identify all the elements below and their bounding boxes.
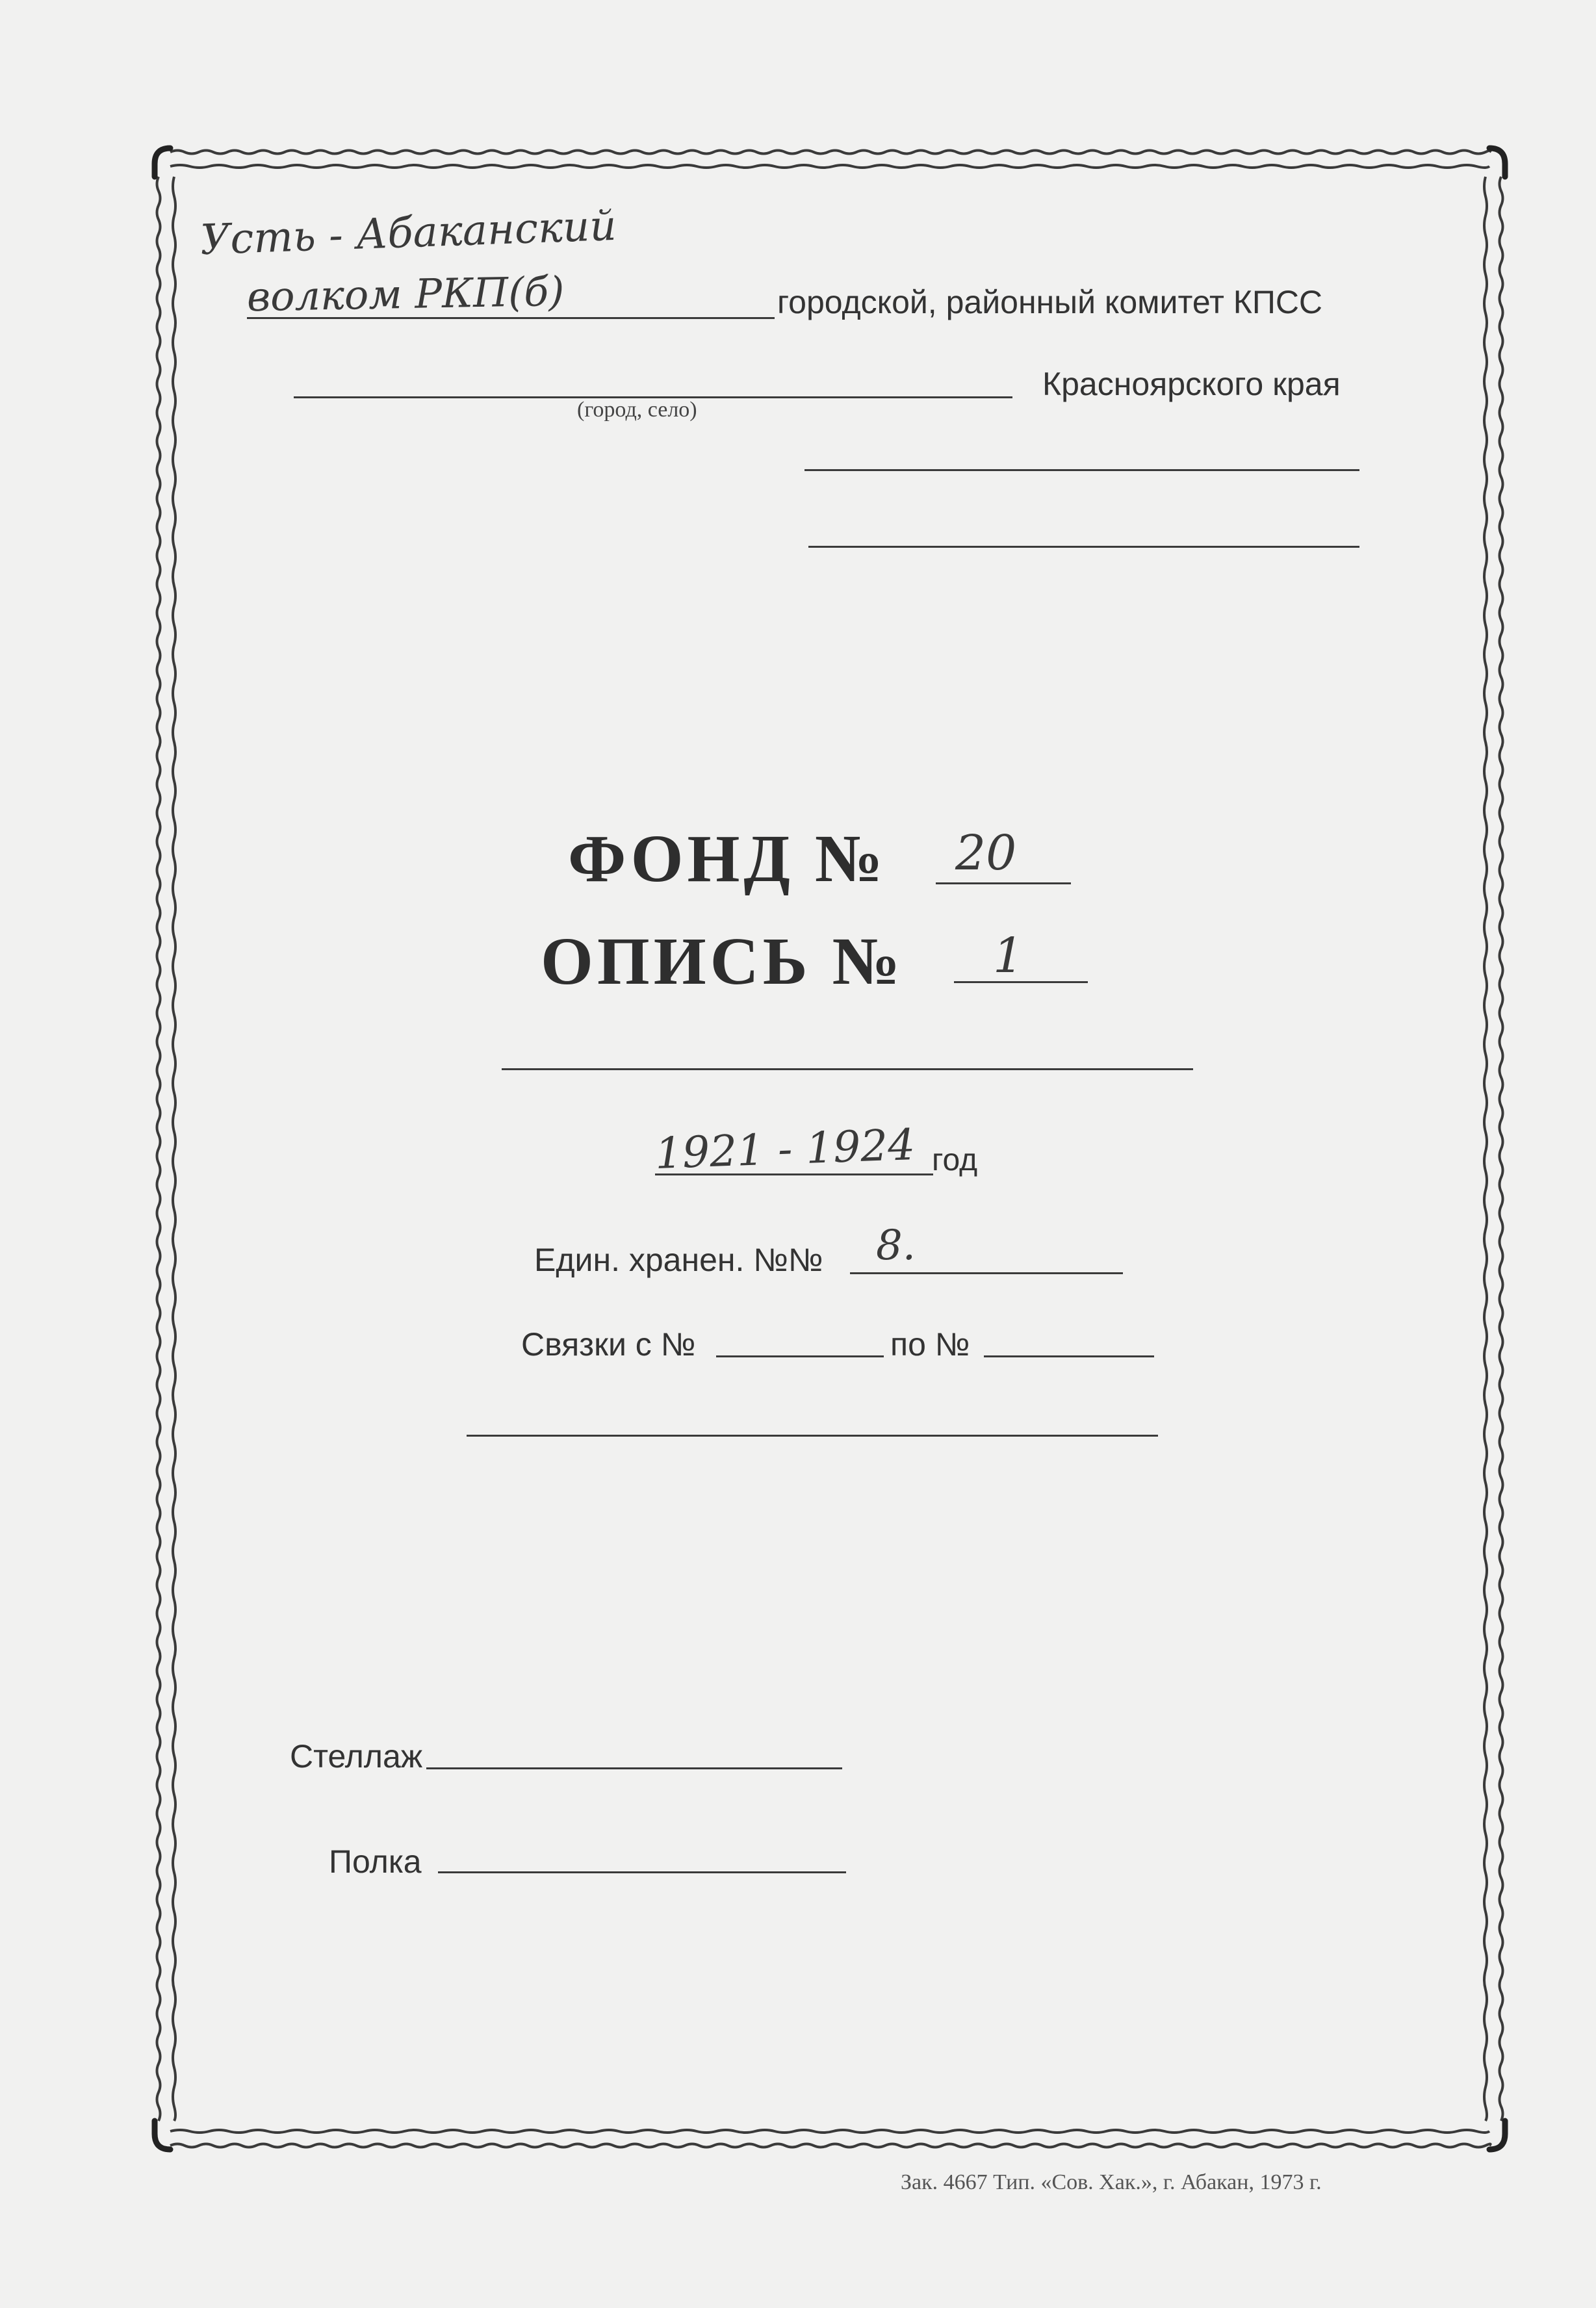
organization-underline [247, 317, 775, 319]
shelf-underline [438, 1871, 846, 1873]
storage-units-underline [850, 1272, 1123, 1274]
opis-number-underline [954, 981, 1088, 983]
bundles-to-underline [984, 1355, 1154, 1357]
bundles-from-label: Связки с № [521, 1326, 696, 1363]
separator-line-1 [502, 1068, 1193, 1070]
storage-units-label: Един. хранен. №№ [534, 1242, 823, 1278]
border-wave-line [1484, 177, 1487, 2121]
storage-units-value: 8. [876, 1222, 916, 1270]
header-blank-line-1 [804, 469, 1359, 471]
rack-label: Стеллаж [290, 1738, 423, 1775]
border-wave-line [173, 177, 175, 2121]
border-wave-line [157, 177, 161, 2121]
bundles-from-underline [716, 1355, 884, 1357]
printer-imprint: Зак. 4667 Тип. «Сов. Хак.», г. Абакан, 1973 г. [901, 2170, 1322, 2194]
fond-label: ФОНД № [568, 821, 887, 896]
border-wave-line [170, 2144, 1491, 2148]
region-label: Красноярского края [1042, 366, 1341, 402]
years-underline [655, 1173, 933, 1175]
years-suffix: год [932, 1143, 978, 1177]
border-wave-line [170, 151, 1491, 154]
bundles-to-label: по № [890, 1326, 970, 1363]
rack-underline [426, 1767, 842, 1769]
years-value: 1921 - 1924 [654, 1120, 916, 1179]
header-blank-line-2 [808, 546, 1359, 548]
border-wave-line [170, 2130, 1489, 2133]
opis-number: 1 [993, 928, 1024, 984]
committee-label: городской, районный комитет КПСС [777, 284, 1323, 320]
city-caption: (город, село) [577, 398, 697, 422]
shelf-label: Полка [329, 1843, 422, 1880]
handwritten-organization-line2: волком РКП(б) [246, 267, 565, 321]
border-wave-line [1500, 177, 1503, 2121]
border-wave-line [170, 165, 1489, 168]
fond-number-underline [936, 882, 1071, 884]
separator-line-2 [467, 1435, 1158, 1437]
opis-label: ОПИСЬ № [541, 924, 905, 999]
fond-number: 20 [955, 825, 1017, 881]
handwritten-organization-line1: Усть - Абаканский [199, 201, 617, 265]
